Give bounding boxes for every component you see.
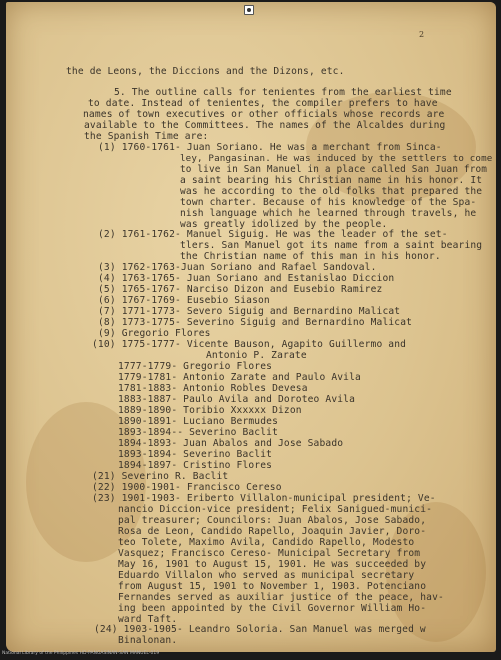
text-line: to live in San Manuel in a place called San Juan from bbox=[180, 164, 488, 175]
text-line: 1777-1779- Gregorio Flores bbox=[118, 361, 273, 372]
text-line: ing been appointed by the Civil Governor William Ho- bbox=[118, 603, 427, 614]
text-line: 1883-1887- Paulo Avila and Doroteo Avila bbox=[118, 394, 356, 405]
text-line: Binalonan. bbox=[118, 635, 178, 646]
page-number: 2 bbox=[419, 30, 425, 39]
text-line: pal treasurer; Councilors: Juan Abalos, Jose Sabado, bbox=[118, 515, 427, 526]
text-line: 1893-1894-- Severino Baclit bbox=[118, 427, 278, 438]
text-line: to date. Instead of tenientes, the compiler prefers to have bbox=[88, 98, 438, 109]
text-line: ward Taft. bbox=[118, 614, 178, 625]
text-line: town charter. Because of his knowledge of the Spa- bbox=[180, 197, 477, 208]
text-line: (8) 1773-1775- Severino Siguig and Bernardino Malicat bbox=[98, 317, 413, 328]
text-line: (5) 1765-1767- Narciso Dizon and Eusebio Ramirez bbox=[98, 284, 383, 295]
text-line: 1781-1883- Antonio Robles Devesa bbox=[118, 383, 308, 394]
text-line: (22) 1900-1901- Francisco Cereso bbox=[92, 482, 282, 493]
text-line: (2) 1761-1762- Manuel Siguig. He was the leader of the set- bbox=[98, 229, 448, 240]
text-line: 5. The outline calls for tenientes from the earliest time bbox=[114, 87, 452, 98]
text-line: 1779-1781- Antonio Zarate and Paulo Avila bbox=[118, 372, 361, 383]
text-line: the de Leons, the Diccions and the Dizons, etc. bbox=[66, 66, 345, 77]
text-line: 1894-1897- Cristino Flores bbox=[118, 460, 273, 471]
text-line: Rosa de Leon, Candido Rapello, Joaquin Javier, Doro- bbox=[118, 526, 427, 537]
text-line: (24) 1903-1905- Leandro Soloria. San Manuel was merged w bbox=[94, 624, 426, 635]
text-line: the Christian name of this man in his honor. bbox=[180, 251, 441, 262]
text-line: from August 15, 1901 to November 1, 1903. Potenciano bbox=[118, 581, 427, 592]
text-line: (7) 1771-1773- Severo Siguig and Bernardino Malicat bbox=[98, 306, 401, 317]
text-line: nish language which he learned through travels, he bbox=[180, 208, 477, 219]
footer-caption: National Library of the Philippines HD-PANGASINAN-SAN MANUEL-019 bbox=[2, 651, 160, 656]
text-line: was he according to the old folks that prepared the bbox=[180, 186, 483, 197]
text-line: May 16, 1901 to August 15, 1901. He was succeeded by bbox=[118, 559, 427, 570]
text-line: (10) 1775-1777- Vicente Bauson, Agapito Guillermo and bbox=[92, 339, 407, 350]
text-line: available to the Committees. The names of the Alcaldes during bbox=[84, 120, 446, 131]
text-line: ley, Pangasinan. He was induced by the settlers to come bbox=[180, 153, 493, 164]
text-line: nancio Diccion-vice president; Felix Sanigued-munici- bbox=[118, 504, 433, 515]
text-line: 1889-1890- Toribio Xxxxxx Dizon bbox=[118, 405, 302, 416]
text-line: Fernandes served as auxiliar justice of the peace, hav- bbox=[118, 592, 444, 603]
text-line: (4) 1763-1765- Juan Soriano and Estanislao Diccion bbox=[98, 273, 395, 284]
text-line: 1890-1891- Luciano Bermudes bbox=[118, 416, 278, 427]
text-line: teo Tolete, Maximo Avila, Candido Rapello, Modesto bbox=[118, 537, 415, 548]
text-line: (21) Severino R. Baclit bbox=[92, 471, 229, 482]
text-line: the Spanish Time are: bbox=[84, 131, 209, 142]
text-line: Eduardo Villalon who served as municipal secretary bbox=[118, 570, 415, 581]
text-line: tlers. San Manuel got its name from a saint bearing bbox=[180, 240, 483, 251]
text-line: (9) Gregorio Flores bbox=[98, 328, 211, 339]
text-line: 1893-1894- Severino Baclit bbox=[118, 449, 273, 460]
text-line: 1894-1893- Juan Abalos and Jose Sabado bbox=[118, 438, 344, 449]
text-line: Vasquez; Francisco Cereso- Municipal Secretary from bbox=[118, 548, 421, 559]
text-line: (6) 1767-1769- Eusebio Siason bbox=[98, 295, 270, 306]
text-line: was greatly idolized by the people. bbox=[180, 219, 388, 230]
text-line: a saint bearing his Christian name in his honor. It bbox=[180, 175, 483, 186]
text-line: Antonio P. Zarate bbox=[206, 350, 307, 361]
text-line: (1) 1760-1761- Juan Soriano. He was a merchant from Sinca- bbox=[98, 142, 442, 153]
text-line: names of town executives or other officials whose records are bbox=[83, 109, 445, 120]
text-line: (3) 1762-1763-Juan Soriano and Rafael Sandoval. bbox=[98, 262, 377, 273]
text-line: (23) 1901-1903- Eriberto Villalon-municipal president; Ve- bbox=[92, 493, 436, 504]
